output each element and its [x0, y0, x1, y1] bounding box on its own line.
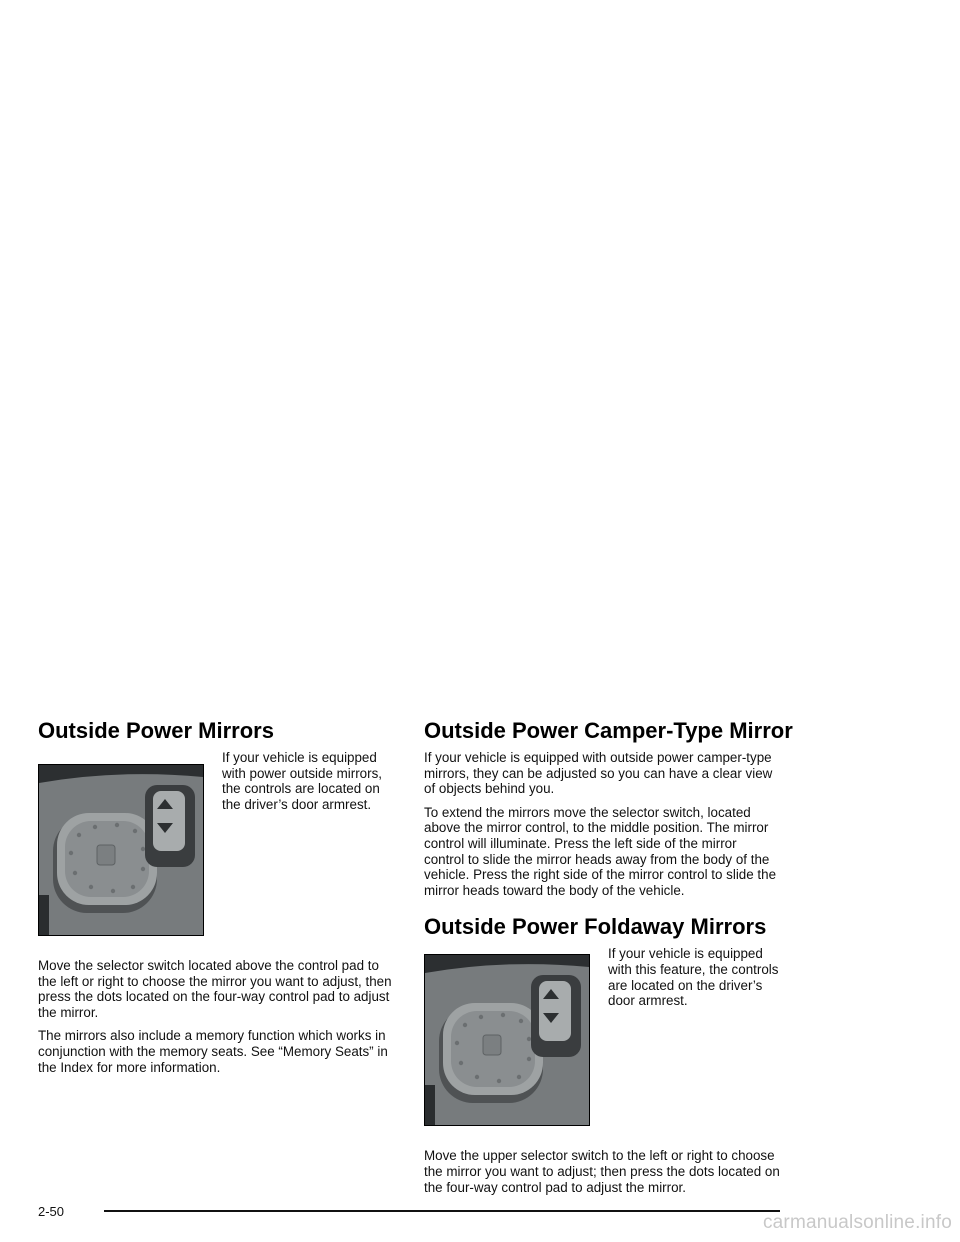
mirror-control-photo: [38, 764, 204, 936]
mirror-control-illustration: [39, 765, 203, 935]
heading-outside-power-mirrors: Outside Power Mirrors: [38, 718, 274, 743]
foldaway-control-photo: [424, 954, 590, 1126]
page-number: 2-50: [38, 1204, 65, 1219]
mirrors-para-selector: Move the selector switch located above the control pad to the left or right to choose the mirror you want to adjust, then press the dots located on the four-way control pad to adjust the mirror.: [38, 958, 392, 1020]
heading-foldaway-mirrors: Outside Power Foldaway Mirrors: [424, 914, 767, 940]
foldaway-control-illustration: [425, 955, 589, 1125]
right-column: [424, 714, 793, 1195]
camper-para-intro: If your vehicle is equipped with outside power camper-type mirrors, they can be adjusted so you can have a clear view of objects behind you.: [424, 750, 773, 797]
foldaway-intro-text: If your vehicle is equipped with this feature, the controls are located on the driver’s door armrest.: [608, 946, 779, 1009]
mirror-figure-row: [38, 750, 394, 936]
foldaway-para-selector: Move the upper selector switch to the left or right to choose the mirror you want to adjust; then press the dots located on the four-way control pad to adjust the mirror.: [424, 1148, 780, 1195]
left-column: [38, 714, 394, 1075]
foldaway-figure-row: [424, 946, 780, 1126]
footer-divider: [104, 1210, 780, 1212]
heading-camper-type-mirror: Outside Power Camper-Type Mirror: [424, 718, 793, 743]
watermark-text: carmanualsonline.info: [762, 1212, 952, 1233]
mirrors-para-memory: The mirrors also include a memory function which works in conjunction with the memory seats. See “Memory Seats” in the Index for more information.: [38, 1028, 388, 1075]
mirrors-intro-text: If your vehicle is equipped with power outside mirrors, the controls are located on the driver’s door armrest.: [222, 750, 382, 812]
camper-para-extend: To extend the mirrors move the selector switch, located above the mirror control, to the middle position. The mirror control will illuminate. Press the left side of the mirror control to slide the mirror heads away from the body of the vehicle. Press the right side of the mirror control to slide the mirror heads toward the body of the vehicle.: [424, 804, 777, 898]
